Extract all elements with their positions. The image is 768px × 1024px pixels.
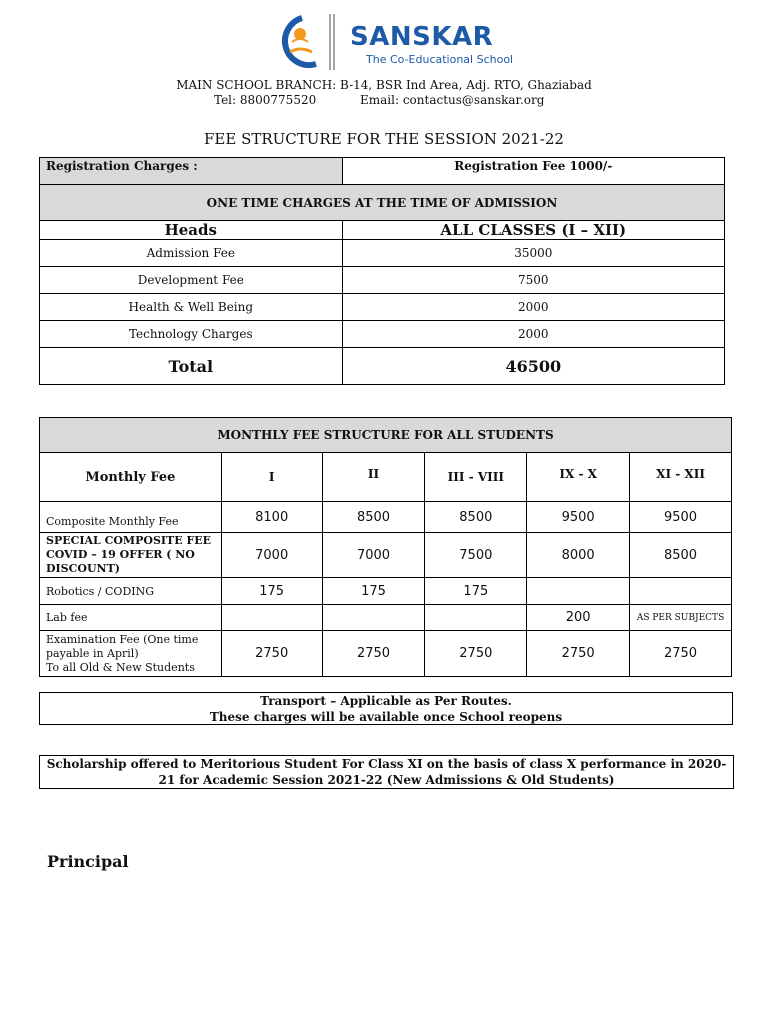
fee-cell: 8500 [630,533,732,578]
amount-cell: 7500 [342,267,724,294]
fee-cell: 2750 [527,631,630,677]
col-class-xi-xii: XI - XII [630,453,732,502]
transport-line-2: These charges will be available once School reopens [209,710,563,724]
table-row [40,294,725,321]
col-heads: Heads [40,221,343,240]
fee-cell [630,578,732,605]
transport-line-1: Transport – Applicable as Per Routes. [260,694,512,708]
row-label: Robotics / CODING [40,578,222,605]
amount-cell: 2000 [342,321,724,348]
col-class-ix-x: IX - X [527,453,630,502]
scholarship-line-2: 21 for Academic Session 2021-22 (New Admissions & Old Students) [158,773,615,787]
school-address: MAIN SCHOOL BRANCH: B-14, BSR Ind Area, Adj. RTO, Ghaziabad [176,78,592,92]
scholarship-line-1: Scholarship offered to Meritorious Student For Class XI on the basis of class X performance in 2020- [46,757,727,771]
brand-name: SANSKAR [350,22,494,52]
col-all-classes: ALL CLASSES (I – XII) [342,221,724,240]
label-line: To all Old & New Students [46,660,195,674]
fee-cell: 9500 [527,502,630,533]
telephone: Tel: 8800775520 [214,93,317,107]
scholarship-note [39,755,734,789]
registration-label: Registration Charges : [40,158,343,185]
fee-cell: 7000 [322,533,425,578]
registration-value: Registration Fee 1000/- [342,158,724,185]
row-label: Lab fee [40,605,222,631]
amount-cell: 2000 [342,294,724,321]
table-row [40,605,732,631]
fee-cell: AS PER SUBJECTS [630,605,732,631]
email-address: Email: contactus@sanskar.org [360,93,545,107]
col-monthly-fee: Monthly Fee [40,453,222,502]
fee-cell: 8500 [322,502,425,533]
fee-cell: 175 [221,578,322,605]
total-value: 46500 [342,348,724,385]
fee-cell: 7000 [221,533,322,578]
page-title: FEE STRUCTURE FOR THE SESSION 2021-22 [204,130,564,148]
head-cell: Development Fee [40,267,343,294]
amount-cell: 35000 [342,240,724,267]
head-cell: Health & Well Being [40,294,343,321]
table-row [40,502,732,533]
label-line: payable in April) [46,646,139,660]
fee-cell [527,578,630,605]
table-row [40,267,725,294]
monthly-fee-table [39,417,732,677]
head-cell: Technology Charges [40,321,343,348]
monthly-heading: MONTHLY FEE STRUCTURE FOR ALL STUDENTS [40,418,732,453]
col-class-i: I [221,453,322,502]
fee-cell [425,605,527,631]
fee-cell: 8500 [425,502,527,533]
table-row [40,631,732,677]
col-class-iii-viii: III - VIII [425,453,527,502]
fee-cell: 175 [425,578,527,605]
one-time-charges-table [39,157,725,385]
fee-cell [221,605,322,631]
brand-tagline: The Co-Educational School [366,53,514,66]
table-row [40,240,725,267]
row-label: Composite Monthly Fee [40,502,222,533]
fee-cell: 175 [322,578,425,605]
fee-cell: 8000 [527,533,630,578]
sanskar-emblem-icon [272,12,352,72]
row-label: SPECIAL COMPOSITE FEE COVID – 19 OFFER ( NO DISCOUNT) [40,533,222,578]
total-label: Total [40,348,343,385]
label-line: Examination Fee (One time [46,632,199,646]
fee-cell: 2750 [425,631,527,677]
table-row [40,533,732,578]
table-row [40,321,725,348]
fee-cell: 8100 [221,502,322,533]
fee-cell: 2750 [322,631,425,677]
principal-signature-label: Principal [47,852,129,871]
fee-cell: 200 [527,605,630,631]
fee-cell: 9500 [630,502,732,533]
col-class-ii: II [322,453,425,502]
fee-cell [322,605,425,631]
row-label [40,631,222,677]
head-cell: Admission Fee [40,240,343,267]
one-time-heading: ONE TIME CHARGES AT THE TIME OF ADMISSION [40,185,725,221]
fee-cell: 2750 [221,631,322,677]
fee-cell: 7500 [425,533,527,578]
transport-note [39,692,733,725]
fee-cell: 2750 [630,631,732,677]
table-row [40,578,732,605]
